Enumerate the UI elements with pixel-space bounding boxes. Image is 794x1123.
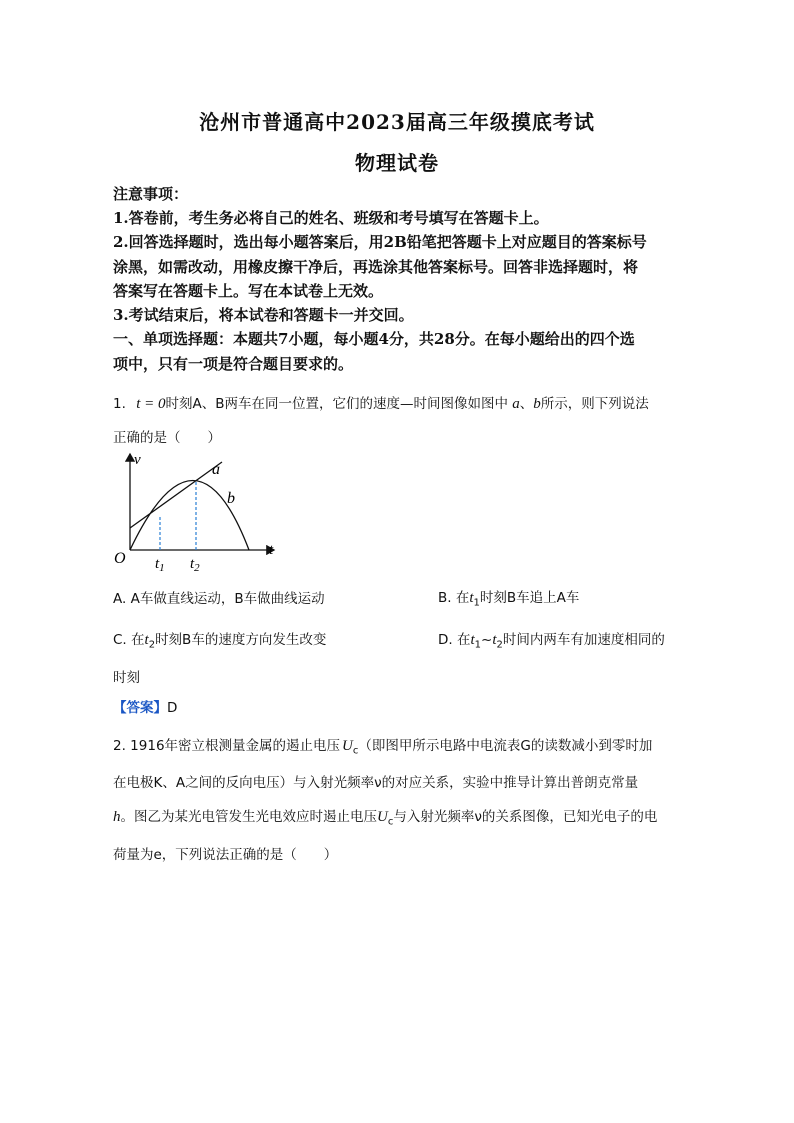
option-d-continued: 时刻 — [113, 670, 140, 686]
notes-item: 3.考试结束后，将本试卷和答题卡一并交回。 — [113, 306, 414, 324]
q1-number: 1. — [113, 396, 126, 412]
q1-stem-end: 所示，则下列说法 — [540, 396, 649, 412]
notes-heading: 注意事项： — [113, 185, 189, 203]
section-heading-cont: 项中，只有一项是符合题目要求的。 — [113, 355, 354, 373]
option-a: A. A车做直线运动，B车做曲线运动 — [113, 591, 325, 607]
notes-item: 2.回答选择题时，选出每小题答案后，用2B铅笔把答题卡上对应题目的答案标号 — [113, 233, 647, 251]
option-c-post: 时刻B车的速度方向发生改变 — [155, 632, 327, 648]
q2-line1 — [113, 734, 652, 757]
option-b-var: t — [469, 590, 474, 606]
q2-var-u2-sub: c — [387, 816, 394, 828]
q2-var-u2: U — [377, 809, 388, 825]
q2-line1-post: （即图甲所示电路中电流表G的读数减小到零时加 — [358, 738, 653, 754]
q1-vt-graph — [108, 446, 288, 574]
option-b-post: 时刻B车追上A车 — [479, 590, 580, 606]
page-subtitle: 物理试卷 — [355, 151, 439, 175]
option-c-sub: 2 — [148, 639, 156, 651]
q1-stem-line1 — [113, 392, 649, 413]
notes-item: 1.答卷前，考生务必将自己的姓名、班级和考号填写在答题卡上。 — [113, 209, 549, 227]
q2-line1-pre: 2. 1916年密立根测量金属的遏止电压 — [113, 738, 341, 754]
q1-var-b: b — [533, 396, 541, 412]
option-c-var: t — [144, 632, 149, 648]
option-d-var2: t — [492, 632, 497, 648]
q1-var-a: a — [512, 396, 520, 412]
q2-line2: 在电极K、A之间的反向电压）与入射光频率ν的对应关系，实验中推导计算出普朗克常量 — [113, 775, 639, 791]
t1-label: $t_1$ — [155, 556, 165, 574]
option-d — [438, 628, 665, 651]
option-d-sub2: 2 — [496, 639, 503, 651]
q1-t-equation: t = 0 — [136, 396, 166, 412]
line-a — [130, 462, 222, 528]
q2-line4: 荷量为e，下列说法正确的是（ ） — [113, 847, 338, 863]
notes-item: 答案写在答题卡上。写在本试卷上无效。 — [113, 282, 384, 300]
answer-tag: 【答案】 — [113, 700, 167, 716]
q2-var-h: h — [113, 809, 121, 825]
q1-stem-text: 时刻A、B两车在同一位置，它们的速度—时间图像如图中 — [165, 396, 508, 412]
q2-line3 — [113, 805, 657, 828]
option-b — [438, 586, 579, 609]
t-axis-label: t — [269, 542, 274, 558]
q2-line3-b: 与入射光频率ν的关系图像，已知光电子的电 — [393, 809, 658, 825]
q2-var-u: U — [342, 738, 353, 754]
v-axis-label: v — [134, 452, 141, 468]
option-d-tilde: ~ — [481, 632, 493, 648]
label-a: a — [212, 461, 220, 478]
t2-label: $t_2$ — [190, 556, 200, 574]
notes-item: 涂黑，如需改动，用橡皮擦干净后，再选涂其他答案标号。回答非选择题时，将 — [113, 258, 639, 276]
option-c — [113, 628, 326, 651]
option-d-var1: t — [470, 632, 475, 648]
q1-stem-line2: 正确的是（ ） — [113, 430, 221, 446]
option-b-pre: B. 在 — [438, 590, 470, 606]
q1-sep: 、 — [519, 396, 534, 412]
option-d-sub1: 1 — [474, 639, 482, 651]
option-d-post: 时间内两车有加速度相同的 — [502, 632, 665, 648]
option-c-pre: C. 在 — [113, 632, 145, 648]
q2-line3-a: 。图乙为某光电管发生光电效应时遏止电压 — [120, 809, 377, 825]
answer-value: D — [167, 700, 178, 716]
label-b: b — [227, 490, 235, 507]
q1-answer — [113, 696, 177, 716]
page-title: 沧州市普通高中2023届高三年级摸底考试 — [199, 110, 595, 134]
origin-label: O — [114, 550, 126, 567]
q2-var-u-sub: c — [352, 745, 359, 757]
option-b-sub: 1 — [473, 597, 480, 609]
option-d-pre: D. 在 — [438, 632, 471, 648]
section-heading: 一、单项选择题：本题共7小题，每小题4分，共28分。在每小题给出的四个选 — [113, 330, 635, 348]
